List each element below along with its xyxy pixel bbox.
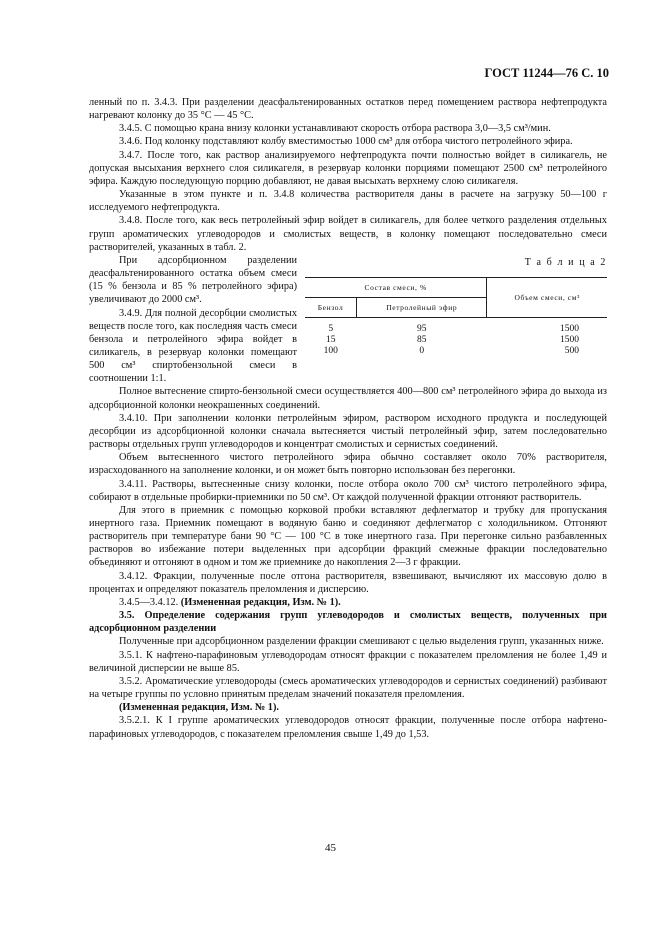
- paragraph-3-4-7: 3.4.7. После того, как раствор анализируемого нефтепродукта почти полностью войдет в силикагель, не допуская высыхания верхнего слоя силикагеля, в резервуар колонки порциями помещают 2500 см³ петролейного эфира. Каждую последующую порцию добавляют, не давая высыхать верхнему слою силикагеля.: [89, 149, 607, 187]
- cell-benzene: 15: [326, 335, 336, 346]
- amendment-note-1: [89, 596, 607, 609]
- amendment-range: 3.4.5—3.4.12.: [119, 596, 181, 608]
- paragraph-displacement: Полное вытеснение спирто-бензольной смеси осуществляется 400—800 см³ петролейного эфира до выхода из адсорбционной колонки неокрашенных соединений.: [89, 386, 607, 411]
- amendment-label: (Измененная редакция, Изм. № 1).: [180, 596, 341, 608]
- table-2: [305, 256, 607, 357]
- paragraph-3-4-6: 3.4.6. Под колонку подставляют колбу вместимостью 1000 см³ для отбора чистого петролейного эфира.: [119, 136, 573, 148]
- paragraph-3-5-1: 3.5.1. К нафтено-парафиновым углеводородам относят фракции с показателем преломления не более 1,49 и величиной дисперсии не выше 85.: [89, 649, 607, 674]
- paragraph-3-5-2: 3.5.2. Ароматические углеводороды (смесь ароматических углеводородов и сернистых соединений) разбивают на четыре группы по условно принятым пределам значений показателя преломления.: [89, 675, 607, 701]
- table-row: [305, 318, 607, 336]
- paragraph-deasphalt: При адсорбционном разделении деасфальтенированного остатка объем смеси (15 % бензола и 85 % петролейного эфира) увеличивают до 2000 см³.: [89, 254, 297, 306]
- paragraph-3-4-11: 3.4.11. Растворы, вытесненные снизу колонки, после отбора около 700 см³ чистого петролейного эфира, собирают в отдельные пробирки-приемники по 50 см³. От каждой полученной фракции отгоняют растворитель.: [89, 478, 607, 503]
- cell-volume: 1500: [560, 324, 579, 335]
- cell-volume: 500: [564, 346, 579, 357]
- paragraph-distillation: Для этого в приемник с помощью корковой пробки вставляют дефлегматор и трубку для пропускания инертного газа. Приемник помещают в водяную баню и соединяют дефлегматор с холодильником. Отгоняют растворитель при температуре бани 90 °С — 100 °С в токе инертного газа. При перегонке сильно разбавленных растворов во избежание потери выделенных при адсорбции фракций смежные фракции последовательно объединяют и отгоняют в одном и том же приемнике до накопления 2—3 г фракции.: [89, 504, 607, 569]
- paragraph-continuation: ленный по п. 3.4.3. При разделении деасфальтенированных остатков перед помещением раствора нефтепродукта нагревают колонку до 35 °С — 45 °С.: [89, 97, 607, 122]
- page-header: ГОСТ 11244—76 С. 10: [484, 66, 609, 80]
- col-ether-header: Петролейный эфир: [357, 298, 487, 318]
- paragraph-fractions-mixed: Полученные при адсорбционном разделении фракции смешивают с целью выделения групп, указанных ниже.: [119, 636, 604, 648]
- col-volume-header: Объем смеси, см³: [487, 278, 607, 318]
- paragraph-3-4-10: 3.4.10. При заполнении колонки петролейным эфиром, раствором исходного продукта и последующей десорбции из адсорбционной колонки сначала вытесняется чистый петролейный эфир, затем последовательно растворы отдельных групп углеводородов и концентрат смолистых и сернистых соединений.: [89, 412, 607, 451]
- document-body: [89, 96, 607, 741]
- cell-ether: 0: [419, 346, 425, 357]
- cell-benzene: 5: [328, 324, 334, 335]
- table-row: [305, 335, 607, 346]
- paragraph-3-4-8: 3.4.8. После того, как весь петролейный эфир войдет в силикагель, для более четкого разделения отдельных групп ароматических углеводородов и смолистых веществ, в колонку помещают последовательно смеси растворителей, указанных в табл. 2.: [89, 215, 607, 253]
- cell-volume: 1500: [560, 335, 579, 346]
- cell-ether: 95: [416, 324, 427, 335]
- section-3-5-heading: 3.5. Определение содержания групп углеводородов и смолистых веществ, полученных при адсорбционном разделении: [89, 610, 607, 635]
- mixture-table: [305, 277, 607, 357]
- col-benzene-header: Бензол: [305, 298, 357, 318]
- paragraph-3-5-2-1: 3.5.2.1. К I группе ароматических углеводородов относят фракции, полученные после отбора нафтено-парафиновых углеводородов, с показателем преломления свыше 1,49 до 1,53.: [89, 715, 607, 740]
- paragraph-3-4-9: 3.4.9. Для полной десорбции смолистых веществ после того, как последняя часть смеси бензола и петролейного эфира войдет в силикагель, в резервуар колонки помещают 500 см³ спиртобензольной смеси в соотношении 1:1.: [89, 307, 297, 385]
- cell-benzene: 100: [323, 346, 338, 357]
- paragraph-3-4-12: 3.4.12. Фракции, полученные после отгона растворителя, взвешивают, вычисляют их массовую долю в процентах и определяют показатель преломления и дисперсию.: [89, 570, 607, 595]
- cell-ether: 85: [416, 335, 427, 346]
- paragraph-ether-volume: Объем вытесненного чистого петролейного эфира обычно составляет около 70% растворителя, израсходованного на заполнение колонки, и он может быть повторно использован без перегонки.: [89, 452, 607, 477]
- table-caption: Т а б л и ц а 2: [524, 256, 607, 268]
- table-row: [305, 346, 607, 357]
- group-header: Состав смеси, %: [305, 278, 487, 298]
- amendment-note-2: (Измененная редакция, Изм. № 1).: [119, 702, 279, 714]
- paragraph-note: Указанные в этом пункте и п. 3.4.8 количества растворителя даны в расчете на загрузку 50—100 г исследуемого нефтепродукта.: [89, 189, 607, 214]
- paragraph-3-4-5: 3.4.5. С помощью крана внизу колонки устанавливают скорость отбора раствора 3,0—3,5 см³/мин.: [119, 123, 551, 135]
- page-number: 45: [325, 842, 336, 854]
